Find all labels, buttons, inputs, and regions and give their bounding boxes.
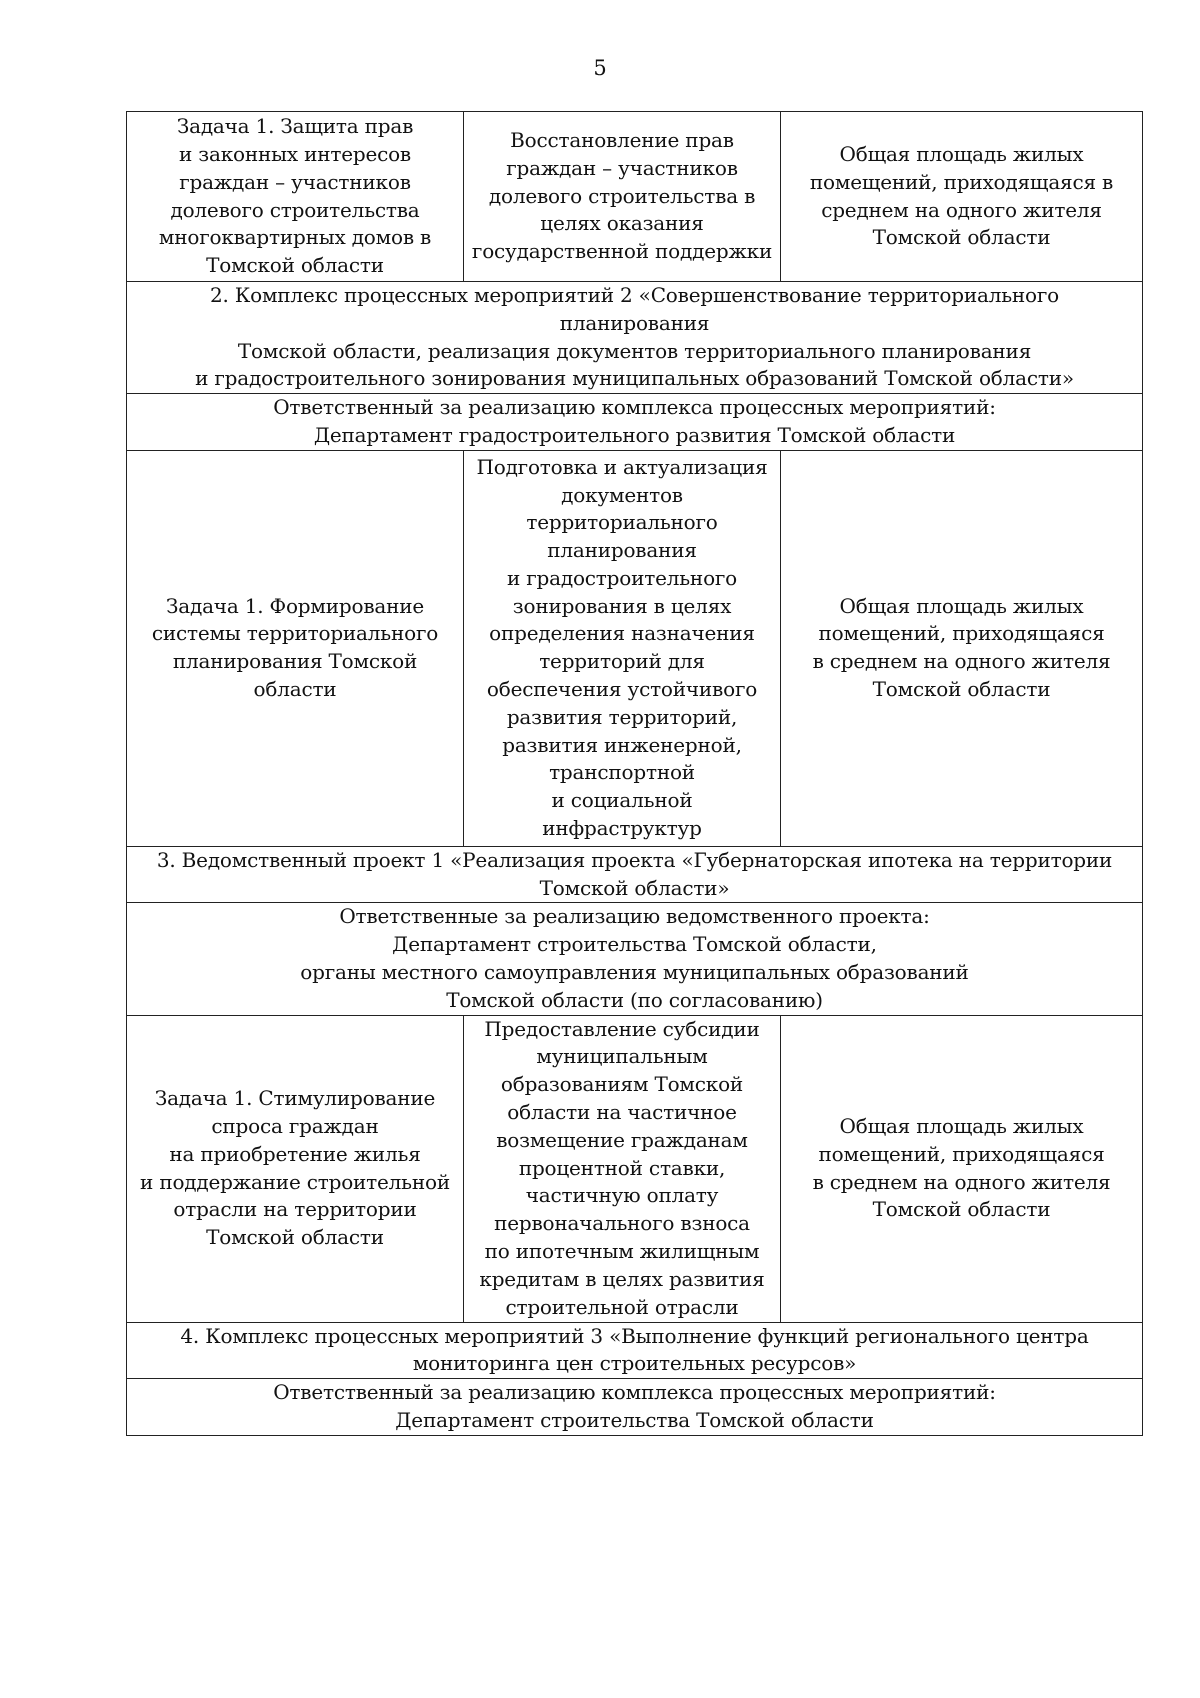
responsible-cell: Ответственный за реализацию комплекса процессных мероприятий: Департамент градостроительного развития Томской области <box>127 394 1143 451</box>
task-cell: Задача 1. Формирование системы территориального планирования Томской области <box>127 450 464 846</box>
task-cell: Задача 1. Защита прав и законных интересов граждан – участников долевого строительства многоквартирных домов в Томской области <box>127 112 464 282</box>
table-row-responsible <box>127 1379 1143 1436</box>
responsible-cell: Ответственный за реализацию комплекса процессных мероприятий: Департамент строительства Томской области <box>127 1379 1143 1436</box>
table-row-task-planning <box>127 450 1143 846</box>
indicator-cell: Общая площадь жилых помещений, приходящаяся в среднем на одного жителя Томской области <box>781 112 1143 282</box>
task-cell: Задача 1. Стимулирование спроса граждан на приобретение жилья и поддержание строительной отрасли на территории Томской области <box>127 1015 464 1322</box>
page-number: 5 <box>593 56 607 80</box>
table-row-task-mortgage <box>127 1015 1143 1322</box>
table-row-responsible <box>127 903 1143 1015</box>
goals-table <box>126 111 1143 1436</box>
table-row-responsible <box>127 394 1143 451</box>
measure-cell: Восстановление прав граждан – участников долевого строительства в целях оказания государственной поддержки <box>464 112 781 282</box>
responsible-cell: Ответственные за реализацию ведомственного проекта: Департамент строительства Томской области, органы местного самоуправления муниципальных образований Томской области (по согласованию) <box>127 903 1143 1015</box>
table-row-section-header <box>127 846 1143 903</box>
table-row-section-header <box>127 282 1143 394</box>
measure-cell: Предоставление субсидии муниципальным образованиям Томской области на частичное возмещение гражданам процентной ставки, частичную оплату первоначального взноса по ипотечным жилищным кредитам в целях развития строительной отрасли <box>464 1015 781 1322</box>
indicator-cell: Общая площадь жилых помещений, приходящаяся в среднем на одного жителя Томской области <box>781 450 1143 846</box>
table-row-task-protection <box>127 112 1143 282</box>
indicator-cell: Общая площадь жилых помещений, приходящаяся в среднем на одного жителя Томской области <box>781 1015 1143 1322</box>
section-header-cell: 2. Комплекс процессных мероприятий 2 «Совершенствование территориального планирования Томской области, реализация документов территориального планирования и градостроительного зонирования муниципальных образований Томской области» <box>127 282 1143 394</box>
measure-cell: Подготовка и актуализация документов территориального планирования и градостроительного зонирования в целях определения назначения территорий для обеспечения устойчивого развития территорий, развития инженерной, транспортной и социальной инфраструктур <box>464 450 781 846</box>
section-header-cell: 4. Комплекс процессных мероприятий 3 «Выполнение функций регионального центра мониторинга цен строительных ресурсов» <box>127 1322 1143 1379</box>
section-header-cell: 3. Ведомственный проект 1 «Реализация проекта «Губернаторская ипотека на территории Томской области» <box>127 846 1143 903</box>
table-row-section-header <box>127 1322 1143 1379</box>
